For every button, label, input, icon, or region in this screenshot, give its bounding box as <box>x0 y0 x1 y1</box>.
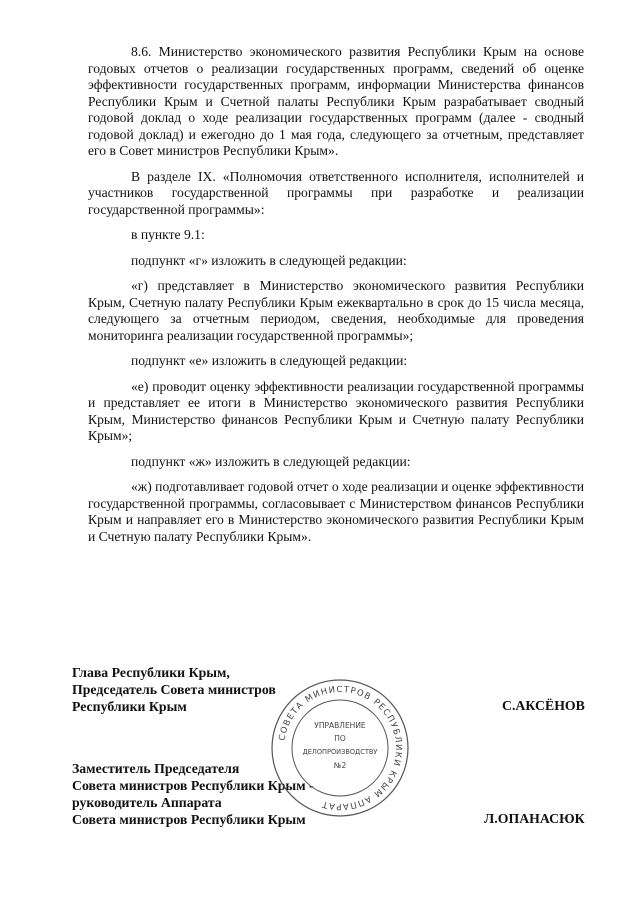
paragraph-subpoint-zh-intro: подпункт «ж» изложить в следующей редакции: <box>131 453 411 469</box>
signature-title-line: Республики Крым <box>72 699 187 714</box>
signature-block-head <box>72 664 276 715</box>
stamp-center-line: ПО <box>334 734 346 743</box>
stamp-ring-text: СОВЕТА МИНИСТРОВ РЕСПУБЛИКИ КРЫМ АППАРАТ <box>277 684 404 812</box>
signatory-name-opanasyuk: Л.ОПАНАСЮК <box>484 811 585 826</box>
paragraph-8-6: 8.6. Министерство экономического развития Республики Крым на основе годовых отчетов о реализации государственных программ, сведений об оценке эффективности государственных программ, информации Министерства финансов Республики Крым и Счетной палаты Республики Крым разрабатывает сводный годовой доклад о ходе реализации государственных программ (далее - сводный годовой доклад) и ежегодно до 1 мая года, следующего за отчетным, представляет его в Совет министров Республики Крым». <box>88 44 584 158</box>
signature-title-line: Совета министров Республики Крым - <box>72 778 314 793</box>
signature-title-line: Глава Республики Крым, <box>72 665 230 680</box>
signature-title-line: руководитель Аппарата <box>72 795 222 810</box>
stamp-center-line: №2 <box>333 761 347 770</box>
signature-title-line: Председатель Совета министров <box>72 682 276 697</box>
paragraph-subpoint-zh: «ж) подготавливает годовой отчет о ходе реализации и оценке эффективности государственной программы, согласовывает с Министерством финансов Республики Крым и направляет его в Министерство экономического развития Республики Крым и Счетную палату Республики Крым». <box>88 479 584 544</box>
official-stamp <box>268 676 412 820</box>
paragraph-subpoint-g: «г) представляет в Министерство экономического развития Республики Крым, Счетную палату Республики Крым ежеквартально в срок до 15 числа месяца, следующего за отчетным периодом, сведения, необходимые для проведения мониторинга реализации государственной программы»; <box>88 278 584 343</box>
paragraph-point-9-1: в пункте 9.1: <box>131 227 205 242</box>
paragraph-subpoint-g-intro: подпункт «г» изложить в следующей редакции: <box>131 252 407 268</box>
document-body <box>88 44 584 554</box>
signature-title-line: Совета министров Республики Крым <box>72 812 306 827</box>
signatory-name-aksenov: С.АКСЁНОВ <box>502 698 585 713</box>
paragraph-subpoint-e-intro: подпункт «е» изложить в следующей редакции: <box>131 353 408 368</box>
stamp-center-line: УПРАВЛЕНИЕ <box>314 721 366 730</box>
stamp-center-line: ДЕЛОПРОИЗВОДСТВУ <box>302 748 378 756</box>
paragraph-subpoint-e: «е) проводит оценку эффективности реализации государственной программы и представляет ее итоги в Министерство экономического развития Республики Крым, Министерство финансов Республики Крым и Счетную палату Республики Крым»; <box>88 378 584 443</box>
paragraph-section-ix: В разделе IX. «Полномочия ответственного исполнителя, исполнителей и участников государственной программы при разработке и реализации государственной программы»: <box>88 168 584 217</box>
signature-title-line: Заместитель Председателя <box>72 761 240 776</box>
